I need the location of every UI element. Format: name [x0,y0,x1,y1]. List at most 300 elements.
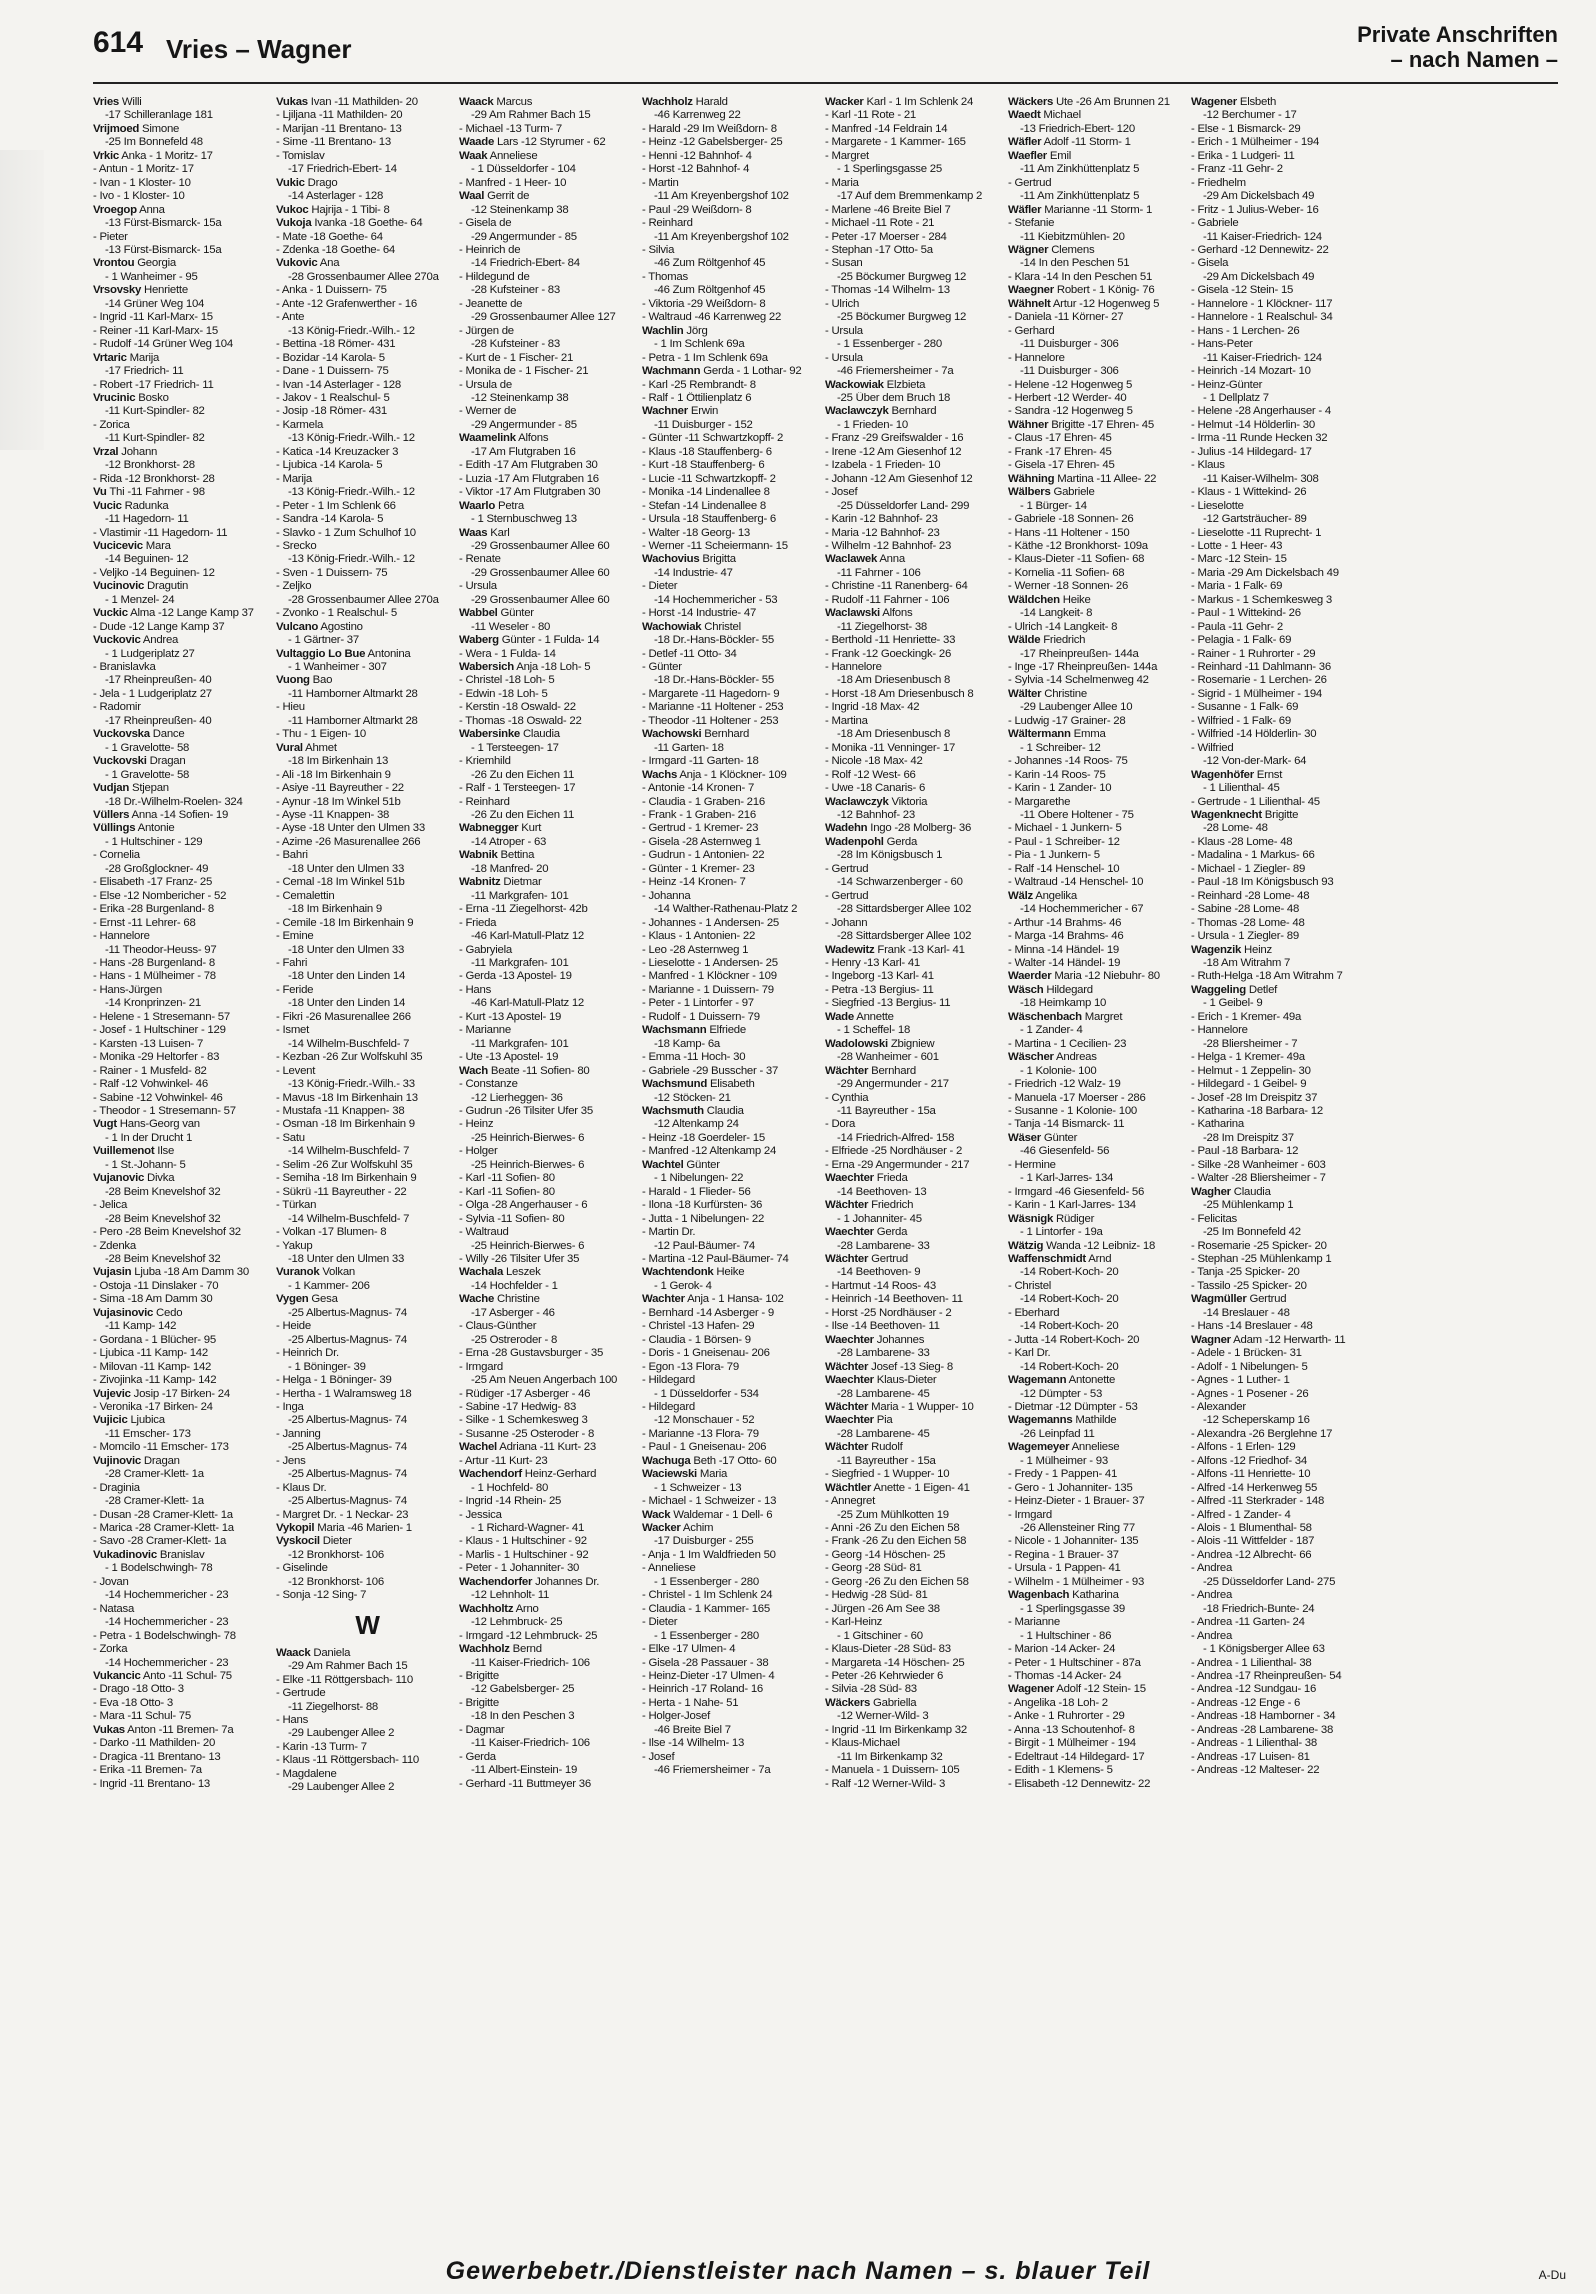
directory-entry [459,1643,642,1656]
sub-entry: - Manfred -12 Altenkamp 24 [642,1145,777,1158]
entry-address: -46 Giesenfeld- 56 [1020,1145,1110,1158]
sub-entry: - Klaus-Michael [825,1737,900,1750]
entry-address: -18 Im Birkenhain 13 [288,755,389,768]
sub-entry: - Antonie -14 Kronen- 7 [642,782,755,795]
sub-entry: - Christel -18 Loh- 5 [459,674,555,687]
directory-entry [276,1535,459,1548]
footer-banner: Gewerbebetr./Dienstleister nach Namen – s. blauer Teil [445,2257,1151,2285]
surname: Waechter [825,1226,874,1239]
entry-detail: Dance [149,728,185,741]
sub-entry: - Christine -11 Ranenberg- 64 [825,580,968,593]
entry-detail: Anja -18 Loh- 5 [513,661,591,674]
sub-entry: - Yakup [276,1239,313,1252]
sub-entry: - Ilse -14 Wilhelm- 13 [642,1737,745,1750]
surname: Vroegop [93,203,137,216]
sub-entry: - Klaus-Dieter -28 Süd- 83 [825,1643,951,1656]
sub-entry: - Ljubica -14 Karola- 5 [276,459,383,472]
entry-address: -11 Duisburger - 152 [654,418,753,431]
sub-entry: - Andreas -28 Lambarene- 38 [1191,1723,1334,1736]
sub-entry: - Draginia [93,1481,140,1494]
sub-entry: - Constanze [459,1078,518,1091]
directory-entry [93,755,276,768]
sub-entry: - Kornelia -11 Sofien- 68 [1008,566,1125,579]
entry-address: -28 Beim Knevelshof 32 [105,1252,221,1265]
directory-entry [1008,298,1191,311]
sub-entry: - Pia - 1 Junkern- 5 [1008,849,1100,862]
sub-entry: - Karin -13 Turm- 7 [276,1740,367,1753]
sub-entry: - Andrea -11 Garten- 24 [1191,1616,1305,1629]
surname: Wade [825,1010,854,1023]
sub-entry: - Else - 1 Bismarck- 29 [1191,122,1301,135]
entry-address: -13 König-Friedr.-Wilh.- 12 [288,553,415,566]
sub-entry: - Andrea -12 Albrecht- 66 [1191,1548,1312,1561]
entry-address: -11 Kurt-Spindler- 82 [105,432,205,445]
sub-entry: - Margret Dr. - 1 Neckar- 23 [276,1508,409,1521]
entry-address: -11 Markgrafen- 101 [471,1037,569,1050]
directory-entry [1191,1293,1374,1306]
sub-entry: - Agnes - 1 Posener - 26 [1191,1387,1309,1400]
sub-entry: - Cemile -18 Im Birkenhain 9 [276,916,414,929]
sub-entry: - Marianne [459,1024,511,1037]
surname: Wäfler [1008,203,1042,216]
sub-entry: - Reiner -11 Karl-Marx- 15 [93,324,218,337]
surname: Wachsmund [642,1078,708,1091]
sub-entry: - Fahri [276,957,308,969]
sub-entry: - Hannelore [825,661,882,674]
entry-address: -28 Grossenbaumer Allee 270a [288,593,439,606]
sub-entry: - Michael -13 Turm- 7 [459,122,562,135]
surname: Wagenknecht [1191,809,1262,822]
sub-entry: - Rudolf -11 Fahrner - 106 [825,593,950,606]
directory-entry [825,1199,1008,1212]
entry-detail: Arno [513,1602,539,1615]
entry-detail: Katharina [1069,1589,1119,1602]
directory-entry [1008,890,1191,903]
sub-entry: - Agnes - 1 Luther- 1 [1191,1374,1290,1387]
entry-detail: Georgia [134,257,176,270]
entry-address: -18 Manfred- 20 [471,862,549,875]
sub-entry: - Gertrud [1008,176,1052,189]
entry-address: -17 Rheinpreußen- 144a [1020,647,1139,660]
sub-entry: - Giselinde [276,1562,328,1575]
sub-entry: - Alfred -14 Herkenweg 55 [1191,1481,1318,1494]
surname: Waechter [825,1333,874,1346]
surname: Waal [459,190,485,203]
sub-entry: - Gertrud [825,862,869,875]
sub-entry: - Karl -11 Rote - 21 [825,109,917,122]
entry-detail: Emil [1046,149,1072,162]
sub-entry: - Karin - 1 Karl-Jarres- 134 [1008,1199,1136,1212]
sub-entry: - Franz -11 Gehr- 2 [1191,163,1283,176]
sub-entry: - Peter -26 Kehrwieder 6 [825,1670,944,1683]
sub-entry: - Anja - 1 Im Waldfrieden 50 [642,1548,776,1561]
sub-entry: - Hartmut -14 Roos- 43 [825,1279,936,1292]
directory-entry [93,1388,276,1401]
sub-entry: - Paul -29 Weißdorn- 8 [642,203,752,216]
entry-address: -11 Kaiser-Friedrich- 124 [1203,351,1322,364]
entry-address: - 1 Zander- 4 [1020,1024,1083,1037]
sub-entry: - Alfred - 1 Zander- 4 [1191,1508,1291,1521]
entry-detail: Ivanka -18 Goethe- 64 [311,217,423,230]
entry-address: -18 Am Driesenbusch 8 [837,674,951,687]
sub-entry: - Dude -12 Lange Kamp 37 [93,620,225,633]
directory-entry [825,1011,1008,1024]
sub-entry: - Heinrich -14 Mozart- 10 [1191,365,1311,378]
directory-entry [825,405,1008,418]
sub-entry: - Marianne - 1 Duissern- 79 [642,983,774,996]
sub-entry: - Gerda [459,1750,496,1763]
sub-entry: - Heinz -14 Kronen- 7 [642,876,746,889]
sub-entry: - Maria -12 Bahnhof- 23 [825,526,940,539]
surname: Wälbers [1008,486,1051,499]
entry-address: -11 Kaiser-Friedrich- 106 [471,1656,590,1669]
sub-entry: - Ingrid -11 Brentano- 13 [93,1777,211,1790]
entry-address: -17 Friedrich-Ebert- 14 [288,163,397,176]
entry-detail: Bosko [135,391,169,404]
directory-entry [642,1266,825,1279]
sub-entry: - Stephan -25 Mühlenkamp 1 [1191,1252,1332,1265]
sub-entry: - Vlastimir -11 Hagedorn- 11 [93,526,228,539]
sub-entry: - Frank -17 Ehren- 45 [1008,445,1112,458]
sub-entry: - Marlis - 1 Hultschiner - 92 [459,1548,589,1561]
entry-detail: Rudolf [868,1441,903,1454]
entry-detail: Karl - 1 Im Schlenk 24 [863,96,974,108]
sub-entry: - Ivan - 1 Kloster- 10 [93,176,191,189]
entry-address: - 1 Gravelotte- 58 [105,768,190,781]
sub-entry: - Karl Dr. [1008,1347,1051,1360]
section-title-line1: Private Anschriften [1357,22,1558,47]
entry-detail: Antonie [135,822,175,835]
directory-entry [276,621,459,634]
sub-entry: - Georg -26 Zu den Eichen 58 [825,1575,969,1588]
sub-entry: - Ludwig -17 Grainer- 28 [1008,714,1126,727]
entry-detail: Detlef [1245,983,1278,996]
entry-detail: Ljubica [127,1414,165,1427]
entry-address: -28 Beim Knevelshof 32 [105,1212,221,1225]
entry-address: - 1 Frieden- 10 [837,418,908,431]
sub-entry: - Elisabeth -17 Franz- 25 [93,876,213,889]
sub-entry: - Hieu [276,701,305,714]
surname: Wadewitz [825,943,875,956]
sub-entry: - Bernhard -14 Asberger - 9 [642,1306,774,1319]
entry-address: -29 Am Dickelsbach 49 [1203,190,1315,203]
surname: Wachendorfer [459,1575,533,1588]
entry-address: - 1 Mülheimer - 93 [1020,1454,1108,1467]
surname: Wabersinke [459,728,521,741]
sub-entry: - Michael - 1 Ziegler- 89 [1191,862,1306,875]
sub-entry: - Klaus -18 Stauffenberg- 6 [642,445,772,458]
sub-entry: - Rainer - 1 Musfeld- 82 [93,1064,207,1077]
sub-entry: - Gero - 1 Johanniter- 135 [1008,1481,1133,1494]
directory-entry [825,796,1008,809]
entry-detail: Gerda [873,1226,908,1239]
sub-entry: - Andreas -12 Malteser- 22 [1191,1764,1320,1777]
directory-entry [825,1401,1008,1414]
surname: Vrtaric [93,351,127,364]
sub-entry: - Alfons -12 Friedhof- 34 [1191,1454,1307,1467]
sub-entry: - Paul - 1 Schreiber- 12 [1008,835,1120,848]
sub-entry: - Natasa [93,1602,135,1615]
directory-entry [825,607,1008,620]
sub-entry: - Ayse -18 Unter den Ulmen 33 [276,822,425,835]
surname: Wachala [459,1266,504,1279]
entry-detail: Bao [309,674,333,687]
sub-entry: - Jürgen de [459,324,514,337]
entry-address: - 1 Gitschiner - 60 [837,1629,923,1642]
directory-entry [93,607,276,620]
sub-entry: - Lotte - 1 Heer- 43 [1191,539,1283,552]
directory-entry [825,96,1008,109]
surname: Vygen [276,1293,309,1306]
directory-entry [1008,984,1191,997]
surname: Wähner [1008,418,1049,431]
directory-entry [1008,96,1191,109]
sub-entry: - Klara -14 In den Peschen 51 [1008,270,1153,283]
sub-entry: - Stefanie [1008,217,1055,230]
sub-entry: - Paul - 1 Gneisenau- 206 [642,1441,767,1454]
sub-entry: - Ulrich [825,297,860,310]
sub-entry: - Holger-Josef [642,1710,711,1723]
sub-entry: - Erna -28 Gustavsburger - 35 [459,1347,604,1360]
directory-entry [1008,284,1191,297]
sub-entry: - Michael - 1 Junkern- 5 [1008,822,1122,835]
directory-entry [825,1441,1008,1454]
entry-address: -28 Kufsteiner - 83 [471,338,560,351]
sub-entry: - Helene -12 Hogenweg 5 [1008,378,1133,391]
entry-address: -14 Friedrich-Alfred- 158 [837,1131,955,1144]
entry-address: -11 Weseler - 80 [471,620,551,633]
sub-entry: - Brigitte [459,1696,499,1709]
directory-entry [642,769,825,782]
entry-detail: Anto -11 Schul- 75 [140,1670,232,1683]
sub-entry: - Jutta -14 Robert-Koch- 20 [1008,1333,1140,1346]
entry-detail: Stjepan [129,782,169,795]
directory-entry [642,1105,825,1118]
sub-entry: - Dagmar [459,1723,505,1736]
sub-entry: - Horst -18 Am Driesenbusch 8 [825,687,974,700]
sub-entry: - Katharina [1191,1118,1244,1131]
entry-address: -11 Kaiser-Friedrich- 106 [471,1737,590,1750]
entry-address: -28 Lome- 48 [1203,822,1268,835]
entry-address: -29 Am Dickelsbach 49 [1203,270,1315,283]
directory-entry [1008,1240,1191,1253]
entry-detail: Claudia [703,1104,744,1117]
directory-entry [93,486,276,499]
entry-address: - 1 Bürger- 14 [1020,499,1087,512]
entry-address: -25 Heinrich-Bierwes- 6 [471,1158,585,1171]
entry-address: -28 Sittardsberger Allee 102 [837,930,972,943]
sub-entry: - Maria - 1 Falk- 69 [1191,580,1283,593]
entry-address: - 1 Schreiber- 12 [1020,741,1101,754]
entry-address: -12 Steinenkamp 38 [471,391,569,404]
entry-address: -46 Zum Röltgenhof 45 [654,284,766,297]
surname: Wäsnigk [1008,1212,1054,1225]
sub-entry: - Margarethe [1008,795,1071,808]
entry-detail: Mara [142,539,171,552]
sub-entry: - Werner de [459,405,517,418]
directory-entry [276,257,459,270]
sub-entry: - Minna -14 Händel- 19 [1008,943,1119,956]
surname: Waedt [1008,109,1041,122]
entry-address: - 1 Dellplatz 7 [1203,391,1269,404]
entry-detail: Kurt [518,822,542,835]
surname: Wägner [1008,243,1049,256]
sub-entry: - Margarete - 1 Kammer- 165 [825,136,966,149]
entry-address: -29 Laubenger Allee 10 [1020,701,1133,714]
sub-entry: - Gudrun -26 Tilsiter Ufer 35 [459,1104,593,1117]
entry-detail: Erwin [687,405,719,418]
sub-entry: - Julius -14 Hildegard- 17 [1191,445,1312,458]
directory-entry [1008,486,1191,499]
entry-detail: Thi -11 Fahrner - 98 [106,486,205,499]
entry-address: -18 In den Peschen 3 [471,1710,575,1723]
directory-entry [825,1038,1008,1051]
surname: Wachel [459,1441,497,1454]
sub-entry: - Horst -12 Bahnhof- 4 [642,163,750,176]
surname: Wälter [1008,687,1042,700]
entry-detail: Frieda [873,1172,908,1185]
entry-address: -12 Scheperskamp 16 [1203,1414,1310,1427]
entry-detail: Elfriede [706,1024,746,1037]
directory-entry [1191,1186,1374,1199]
surname: Wäser [1008,1131,1041,1144]
sub-entry: - Cemalettin [276,889,335,902]
surname: Vrucinic [93,391,136,404]
sub-entry: - Hans -28 Burgenland- 8 [93,957,215,969]
sub-entry: - Anni -26 Zu den Eichen 58 [825,1522,960,1535]
sub-entry: - Rosemarie -25 Spicker- 20 [1191,1239,1327,1252]
surname: Wadolowski [825,1037,888,1050]
directory-entry [276,204,459,217]
sub-entry: - Sonja -12 Sing- 7 [276,1589,367,1602]
sub-entry: - Aynur -18 Im Winkel 51b [276,795,401,808]
entry-address: -25 Albertus-Magnus- 74 [288,1333,407,1346]
sub-entry: - Heinrich -14 Beethoven- 11 [825,1293,963,1306]
surname: Wachholtz [459,1602,514,1615]
directory-entry [825,1482,1008,1495]
sub-entry: - Gisela -28 Passauer - 38 [642,1656,769,1669]
entry-address: - 1 Kammer- 206 [288,1279,370,1292]
sub-entry: - Ralf -12 Vohwinkel- 46 [93,1078,208,1091]
surname: Vukovic [276,257,318,270]
entry-address: -25 Heinrich-Bierwes- 6 [471,1131,585,1144]
surname: Wagener [1191,96,1237,108]
sub-entry: - Hans [459,983,492,996]
sub-entry: - Hannelore [1191,1024,1248,1037]
surname: Wachowski [642,728,702,741]
sub-entry: - Andreas -18 Hamborner - 34 [1191,1710,1336,1723]
surname: Waack [459,96,494,108]
sub-entry: - Andreas - 1 Lilienthal- 38 [1191,1737,1317,1750]
sub-entry: - Ursula [825,324,863,337]
sub-entry: - Klaus Dr. [276,1481,327,1494]
entry-address: -25 Zum Mühlkotten 19 [837,1508,949,1521]
entry-address: -17 Am Flutgraben 16 [471,445,576,458]
entry-detail: Brigitte [1261,809,1299,822]
entry-detail: Willi [119,96,142,108]
directory-entry [1191,984,1374,997]
sub-entry: - Ulrich -14 Langkeit- 8 [1008,620,1118,633]
sub-entry: - Momcilo -11 Emscher- 173 [93,1441,229,1454]
sub-entry: - Cynthia [825,1091,869,1104]
sub-entry: - Viktoria -29 Weißdorn- 8 [642,297,766,310]
entry-detail: Ernst [1253,768,1283,781]
entry-address: -11 Obere Holtener - 75 [1020,809,1134,822]
sub-entry: - Karsten -13 Luisen- 7 [93,1037,204,1050]
sub-entry: - Ralf -14 Henschel- 10 [1008,862,1120,875]
surname: Wälde [1008,634,1041,647]
sub-entry: - Margret [825,149,869,162]
directory-entry [276,674,459,687]
sub-entry: - Pieter [93,230,128,243]
entry-address: -46 Karl-Matull-Platz 12 [471,997,585,1010]
sub-entry: - Rida -12 Bronkhorst- 28 [93,472,215,485]
sub-entry: - Heinrich de [459,243,521,256]
surname: Wack [642,1508,671,1521]
section-title-line2: – nach Namen – [1390,47,1558,72]
sub-entry: - Werner -18 Sonnen- 26 [1008,580,1129,593]
sub-entry: - Nicole - 1 Johanniter- 135 [1008,1535,1139,1548]
sub-entry: - Asiye -11 Bayreuther - 22 [276,782,404,795]
sub-entry: - Ruth-Helga -18 Am Witrahm 7 [1191,970,1343,983]
surname: Wagenhöfer [1191,768,1254,781]
sub-entry: - Waltraud -14 Henschel- 10 [1008,876,1144,889]
entry-address: -12 Gabelsberger- 25 [471,1683,575,1696]
sub-entry: - Veljko -14 Beguinen- 12 [93,566,215,579]
sub-entry: - Adolf - 1 Nibelungen- 5 [1191,1360,1308,1373]
entry-address: -18 Dr.-Hans-Böckler- 55 [654,674,774,687]
directory-entry [1008,1213,1191,1226]
entry-address: -17 Duisburger - 255 [654,1535,754,1548]
sub-entry: - Manuela - 1 Duissern- 105 [825,1764,960,1777]
entry-detail: Ilse [154,1145,175,1158]
directory-entry [276,1647,459,1660]
entry-address: -12 Werner-Wild- 3 [837,1710,929,1723]
surname: Wagenbach [1008,1589,1070,1602]
directory-entry [276,1522,459,1535]
sub-entry: - Karin -14 Roos- 75 [1008,768,1106,781]
directory-entry [825,1697,1008,1710]
directory-entry [1008,136,1191,149]
sub-entry: - Irma -11 Runde Hecken 32 [1191,432,1328,445]
surname: Vrijmoed [93,122,140,135]
entry-address: -26 Allensteiner Ring 77 [1020,1522,1135,1535]
entry-detail: Dragan [140,1454,180,1467]
sub-entry: - Hans [276,1714,309,1727]
corner-code: A-Du [1538,2268,1566,2282]
surname: Vuckovski [93,755,147,768]
sub-entry: - Frank -26 Zu den Eichen 58 [825,1535,967,1548]
sub-entry: - Andrea -17 Rheinpreußen- 54 [1191,1670,1342,1683]
sub-entry: - Sven - 1 Duissern- 75 [276,566,388,579]
sub-entry: - Johann -12 Am Giesenhof 12 [825,472,973,485]
entry-detail: Marcus [493,96,533,108]
sub-entry: - Gisela de [459,217,512,230]
directory-entry [642,325,825,338]
entry-address: -18 Im Birkenhain 9 [288,903,383,916]
entry-detail: Marija [126,351,160,364]
sub-entry: - Alfons - 1 Erlen- 129 [1191,1441,1296,1454]
directory-entry [825,836,1008,849]
sub-entry: - Reinhard -11 Dahlmann- 36 [1191,661,1331,674]
entry-address: -29 Grossenbaumer Allee 60 [471,566,610,579]
sub-entry: - Ivan -14 Asterlager - 128 [276,378,401,391]
surname: Waffenschmidt [1008,1252,1086,1265]
directory-entry [825,1172,1008,1185]
sub-entry: - Wilfried - 1 Falk- 69 [1191,714,1291,727]
sub-entry: - Stefan -14 Lindenallee 8 [642,499,766,512]
sub-entry: - Irene -12 Am Giesenhof 12 [825,445,962,458]
